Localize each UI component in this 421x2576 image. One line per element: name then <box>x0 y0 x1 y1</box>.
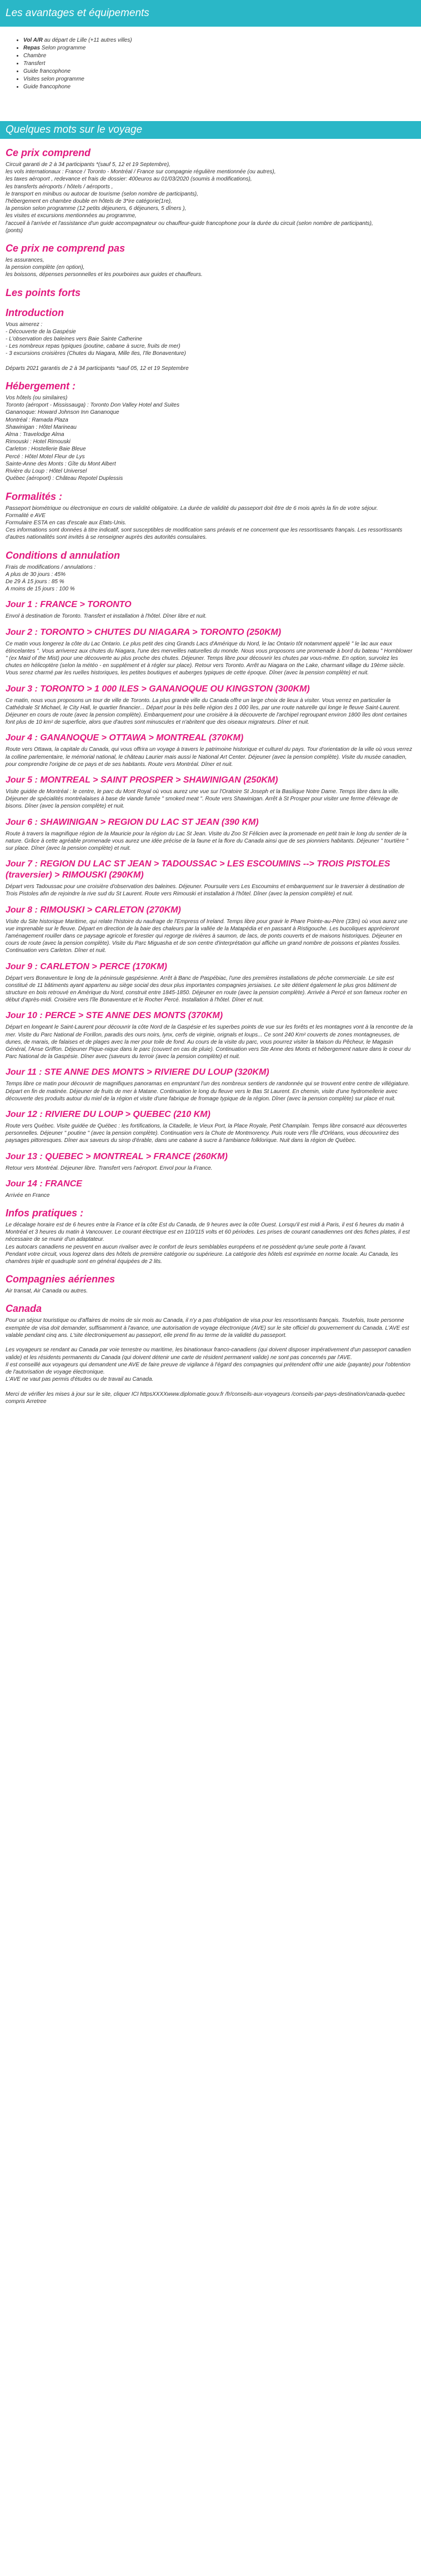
strong-points-heading: Les points forts <box>6 287 81 298</box>
cancel-heading: Conditions d annulation <box>6 549 120 561</box>
advantage-item: • Chambre <box>23 52 421 60</box>
excluded-text: les assurances, la pension complète (en option), les boissons, dépenses personnelles et les pourboires aux guides et chauffeurs. <box>6 257 203 278</box>
day-title: Jour 7 : REGION DU LAC ST JEAN > TADOUSSAC > LES ESCOUMINS --> TROIS PISTOLES (traversier) > RIMOUSKI (290KM) <box>6 859 390 880</box>
day-title: Jour 6 : SHAWINIGAN > REGION DU LAC ST JEAN (390 KM) <box>6 817 259 827</box>
canada-text: Pour un séjour touristique ou d'affaires de moins de six mois au Canada, il n'y a pas d'obligation de visa pour les ressortissants français. Toutefois, toute personne exemptée de visa doit demander, suffisamment à l'avance, une autorisation de voyage électronique (AVE) sur le site officiel du gouvernement du Canada. L'AVE est valable pendant cinq ans. L'site électroniquement au passeport, elle prend fin au terme de la validité du passeport. Les voyageurs se rendant au Canada par voie terrestre ou maritime, les binationaux franco-canadiens (qui doivent disposer impérativement d'un passeport canadien valide) et les résidents permanents du Canada (qui doivent détenir une carte de résident permanent valide) ne sont pas concernés par l'AVE. Il est conseillé aux voyageurs qui demandent une AVE de faire preuve de vigilance à l'égard des compagnies qui prétendent offrir une aide (payante) pour l'obtention de l'autorisation de voyage électronique. L'AVE ne vaut pas permis d'études ou de travail au Canada. Merci de vérifier les mises à jour sur le site, cliquer ICI httpsXXXXwww.diplomatie.gouv.fr /fr/conseils-aux-voyageurs /conseils-par-pays-destination/canada-quebec compris Arretree <box>6 1317 411 1405</box>
day-text: Départ en longeant le Saint-Laurent pour découvrir la côte Nord de la Gaspésie et les superbes points de vue sur les forêts et les montagnes vont à la rencontre de la mer. Visite du Parc National de Forillon, paradis des ours noirs, lynx, cerfs de virginie, orignals et loups... Ce sont 240 Km² couverts de zones montagneuses, de dunes, de marais, de falaises et de plages avec la mer pour toile de fond. Au cours de la visite du parc, vous pourrez visiter la Maison du Pêcheur, le Magasin Général, l'Anse Griffon. Déjeuner Pique-nique dans le parc (couvert en cas de pluie). Continuation vers Ste Anne des Monts et hébergement nature dans le coeur du Parc National de la Gaspésie. Dîner avec (saveurs du terroir (avec la pension complète) et nuit. <box>6 1024 413 1060</box>
airlines-heading: Compagnies aériennes <box>6 1274 116 1285</box>
airlines-text: Air transat, Air Canada ou autres. <box>6 1288 88 1295</box>
day-text: Arrivée en France <box>6 1192 50 1199</box>
day-title: Jour 3 : TORONTO > 1 000 ILES > GANANOQUE OU KINGSTON (300KM) <box>6 684 310 694</box>
day-text: Ce matin vous longerez la côte du Lac Ontario. Le plus petit des cinq Grands Lacs d'Amérique du Nord, le lac Ontario tôt notamment appelé " le lac aux eaux étincelantes ". Vous arriverez aux chutes du Niagara, l'une des merveilles naturelles du monde. Nous vous proposons une promenade à bord du bateau " Hornblower " (ex Maid of the Mist) pour une découverte au plus proche des chutes. Déjeuner. Temps libre pour découvrir les chutes par vous-même. En option, survolez les chutes en hélicoptère (selon la météo - en supplément et à régler sur place). Retour vers Toronto. Arrêt au Niagara on the Lake, charmant village du 19ème siècle. Vous serez charmé par les ruelles historiques, les petites boutiques et auberges typiques de cette époque. Dîner (avec la pension complète) et nuit. <box>6 640 413 676</box>
included-heading: Ce prix comprend <box>6 147 91 158</box>
advantage-item: • Guide francophone <box>23 68 421 76</box>
intro-text: Vous aimerez : - Découverte de la Gaspésie - L'observation des baleines vers Baie Sainte Catherine - Les nombreux repas typiques (poutine, cabane à sucre, fruits de mer) - 3 excursions croisières (Chutes du Niagara, Mille Iles, l'Ile Bonaventure) Départs 2021 garantis de 2 à 34 participants *sauf 05, 12 et 19 Septembre <box>6 321 189 372</box>
trip-details <box>0 147 421 1405</box>
day-text: Temps libre ce matin pour découvrir de magnifiques panoramas en empruntant l'un des nombreux sentiers de randonnée qui se trouvent entre centre de villégiature. Départ en fin de matinée. Déjeuner de fruits de mer à Matane. Continuation le long du fleuve vers le Bas St Laurent. En chemin, visite d'une hydromellerie avec découverte des produits autour du miel de la région et visite d'une fabrique de fromage typique de la région. Dîner (avec la pension complète) sur place et nuit. <box>6 1081 410 1102</box>
about-title: Quelques mots sur le voyage <box>6 124 143 136</box>
day-title: Jour 14 : FRANCE <box>6 1179 82 1189</box>
day-title: Jour 9 : CARLETON > PERCE (170KM) <box>6 961 167 971</box>
about-header <box>0 121 421 139</box>
cancel-text: Frais de modifications / annulations : A plus de 30 jours : 45% De 29 À 15 jours : 85 % A moins de 15 jours : 100 % <box>6 564 96 593</box>
day-text: Visite guidée de Montréal : le centre, le parc du Mont Royal où vous aurez une vue sur l'Oratoire St Joseph et la Basilique Notre Dame. Temps libre dans la ville. Déjeuner de spécialités montréalaises à base de viande fumée " smoked meat ". Route vers Shawinigan. Arrêt à St Prosper pour visiter une ferme d'élevage de bisons. Dîner (avec la pension complète) et nuit. <box>6 788 400 810</box>
day-title: Jour 4 : GANANOQUE > OTTAWA > MONTREAL (370KM) <box>6 733 244 743</box>
day-text: Route à travers la magnifique région de la Mauricie pour la région du Lac St Jean. Visite du Zoo St Félicien avec la promenade en petit train le long du sentier de la nature. Grâce à cette agréable promenade vous aurez une idée précise de la faune et la flore du Canada ainsi que de ses pionniers habitants. Déjeuner " tourtière " sur place. Dîner (avec la pension complète) et nuit. <box>6 830 408 851</box>
hotel-text: Vos hôtels (ou similaires) Toronto (aéroport - Mississauga) : Toronto Don Valley Hotel and Suites Gananoque: Howard Johnson Inn Gananoque Montréal : Ramada Plaza Shawinigan : Hôtel Marineau Alma : Travelodge Alma Rimouski : Hotel Rimouski Carleton : Hostellerie Baie Bleue Percé : Hôtel Motel Fleur de Lys Sainte-Anne des Monts : Gîte du Mont Albert Rivière du Loup : Hôtel Universel Québec (aéroport) : Château Repotel Duplessis <box>6 395 179 482</box>
advantage-item: • Guide francophone <box>23 83 421 91</box>
day-text: Départ vers Bonaventure le long de la péninsule gaspésienne. Arrêt à Banc de Paspébiac, l'une des premières installations de pêche commerciale. Le site est constitué de 11 bâtiments ayant appartenu au siège social des deux plus importantes compagnies jersiaises. Le site détient également le plus gros bâtiment de structure en bois retrouvé en Amérique du Nord, construit entre 1845-1850. Déjeuner en route (avec la pension complète). Arrivée à Percé et son fameux rocher en début d'après-midi. Croisière vers l'île Bonaventure et le Rocher Percé. Installation à l'hôtel. Dîner et nuit. <box>6 975 407 1004</box>
day-text: Retour vers Montréal. Déjeuner libre. Transfert vers l'aéroport. Envol pour la France. <box>6 1165 213 1171</box>
day-title: Jour 2 : TORONTO > CHUTES DU NIAGARA > TORONTO (250KM) <box>6 627 282 637</box>
day-title: Jour 1 : FRANCE > TORONTO <box>6 600 132 610</box>
day-text: Route vers Ottawa, la capitale du Canada, qui vous offrira un voyage à travers le patrimoine historique et culturel du pays. Tour d'orientation de la ville où vous verrez la colline parlementaire, le mémorial national, le château Laurier mais aussi le National Art Center. Déjeuner (avec la pension complète). Visite du musée canadien, pour comprendre l'origine de ce pays et de ses habitants. Route vers Montréal. Dîner et nuit. <box>6 746 412 768</box>
advantage-item: • Vol A/R au départ de Lille (+11 autres villes) <box>23 37 421 44</box>
intro-heading: Introduction <box>6 307 64 318</box>
day-title: Jour 8 : RIMOUSKI > CARLETON (270KM) <box>6 905 181 915</box>
formalities-text: Passeport biométrique ou électronique en cours de validité obligatoire. La durée de validité du passeport doit être de 6 mois après la fin de votre séjour. Formalité e AVE Formulaire ESTA en cas d'escale aux Etats-Unis. Ces informations sont données à titre indicatif, sont susceptibles de modification sans préavis et ne concernent que les ressortissants français. Les ressortissants d'autres nationalités sont invités à se renseigner auprès des autorités consulaires. <box>6 505 403 541</box>
practical-text: Le décalage horaire est de 6 heures entre la France et la côte Est du Canada, de 9 heures avec la côte Ouest. Lorsqu'il est midi à Paris, il est 6 heures du matin à Montréal et 3 heures du matin à Vancouver. Le courant électrique est en 110/115 volts et 60 périodes. Les prises de courant canadiennes ont des fiches plates, il est nécessaire de se munir d'un adaptateur. Les autocars canadiens ne peuvent en aucun rivaliser avec le confort de leurs semblables européens et ne possèdent qu'une seule porte à l'avant. Pendant votre circuit, vous logerez dans des hôtels de première catégorie ou supérieure. La catégorie des hôtels est exprimée en norme locale. Au Canada, les chambres triple et quadruple sont en général équipées de 2 lits. <box>6 1222 410 1265</box>
advantage-item: • Repas Selon programme <box>23 44 421 52</box>
day-text: Visite du Site historique Maritime, qui relate l'histoire du naufrage de l'Empress of Ireland. Temps libre pour gravir le Phare Pointe-au-Père (33m) où vous aurez une vue imprenable sur le fleuve. Départ en direction de la baie des chaleurs par la vallée de la Matapédia et en passant à Ristigouche. Les bucoliques apprécieront l'aménagement rouiller dans ce paysage agricole et forestier qui regorge de rivières à saumon, de lacs, de ponts couverts et de maisons historiques. Déjeuner en cours de route (avec la pension complète). Visite du Parc Miguasha et de son centre d'interprétation qui affiche un grand nombre de poissons et plantes fossiles. Continuation vers Carleton. Dîner et nuit. <box>6 918 408 954</box>
day-title: Jour 5 : MONTREAL > SAINT PROSPER > SHAWINIGAN (250KM) <box>6 775 278 785</box>
advantages-title: Les avantages et équipements <box>6 7 149 19</box>
advantage-item: • Visites selon programme <box>23 76 421 83</box>
day-text: Route vers Québec. Visite guidée de Québec : les fortifications, la Citadelle, le Vieux Port, la Place Royale, Petit Champlain. Temps libre consacré aux découvertes personnelles. Déjeuner " poutine " (avec la pension complète). Continuation vers la Chute de Montmorency. Puis route vers l'Île d'Orléans, vous découvrirez des paysages pittoresques. Dîner aux saveurs du sirop d'érable, dans une cabane à sucre à l'ambiance folklorique. Nuit dans la région de Québec. <box>6 1123 407 1144</box>
advantages-header <box>0 0 421 27</box>
day-title: Jour 12 : RIVIERE DU LOUP > QUEBEC (210 KM) <box>6 1110 210 1120</box>
day-title: Jour 13 : QUEBEC > MONTREAL > FRANCE (260KM) <box>6 1151 228 1161</box>
day-title: Jour 11 : STE ANNE DES MONTS > RIVIERE DU LOUP (320KM) <box>6 1068 269 1077</box>
itinerary <box>6 599 415 1199</box>
advantage-item: • Transfert <box>23 60 421 68</box>
canada-heading: Canada <box>6 1303 42 1315</box>
practical-heading: Infos pratiques : <box>6 1207 84 1219</box>
day-text: Envol à destination de Toronto. Transfert et installation à l'hôtel. Dîner libre et nuit. <box>6 613 207 620</box>
excluded-heading: Ce prix ne comprend pas <box>6 243 126 254</box>
included-text: Circuit garanti de 2 à 34 participants *(sauf 5, 12 et 19 Septembre), les vols internationaux : France / Toronto - Montréal / France sur compagnie régulière mentionnée (ou autres), les taxes aéroport , redevance et frais de dossier: 400euros au 01/03/2020 (soumis à modifications), les transferts aéroports / hôtels / aéroports , le transport en minibus ou autocar de tourisme (selon nombre de participants), l'hébergement en chambre double en hôtels de 3*ire catégorie(1re), la pension selon programme (12 petits déjeuners, 6 déjeuners, 5 dîners ), les visites et excursions mentionnées au programme, l'accueil à l'arrivée et l'assistance d'un guide accompagnateur ou chauffeur-guide francophone pour la durée du circuit (selon nombre de participants), (ponts) <box>6 162 373 234</box>
day-text: Ce matin, nous vous proposons un tour de ville de Toronto. La plus grande ville du Canada offre un large choix de lieux à visiter. Vous verrez en particulier la Cathédrale St Michael, le City Hall, le quartier financier... Départ pour la très belle région des 1 000 îles, par une route naturelle qui longe le fleuve Saint-Laurent. Déjeuner en cours de route (avec la pension complète). Embarquement pour une croisière à la découverte de l'archipel regroupant environ 1800 îles dont certaines font plus de 10 km² de superficie, alors que d'autres sont minuscules et n'abritent que des oiseaux migrateurs. Dîner et nuit. <box>6 697 407 726</box>
formalities-heading: Formalités : <box>6 490 63 502</box>
day-title: Jour 10 : PERCE > STE ANNE DES MONTS (370KM) <box>6 1011 223 1021</box>
hotel-heading: Hébergement : <box>6 380 76 392</box>
advantages-list <box>0 27 421 97</box>
day-text: Départ vers Tadoussac pour une croisière d'observation des baleines. Déjeuner. Poursuite vers Les Escoumins et embarquement sur le traversier à destination de Trois Pistoles afin de rejoindre la rive sud du St Laurent. Route vers Rimouski et installation à l'hôtel. Dîner (avec la pension complète) et nuit. <box>6 884 405 898</box>
